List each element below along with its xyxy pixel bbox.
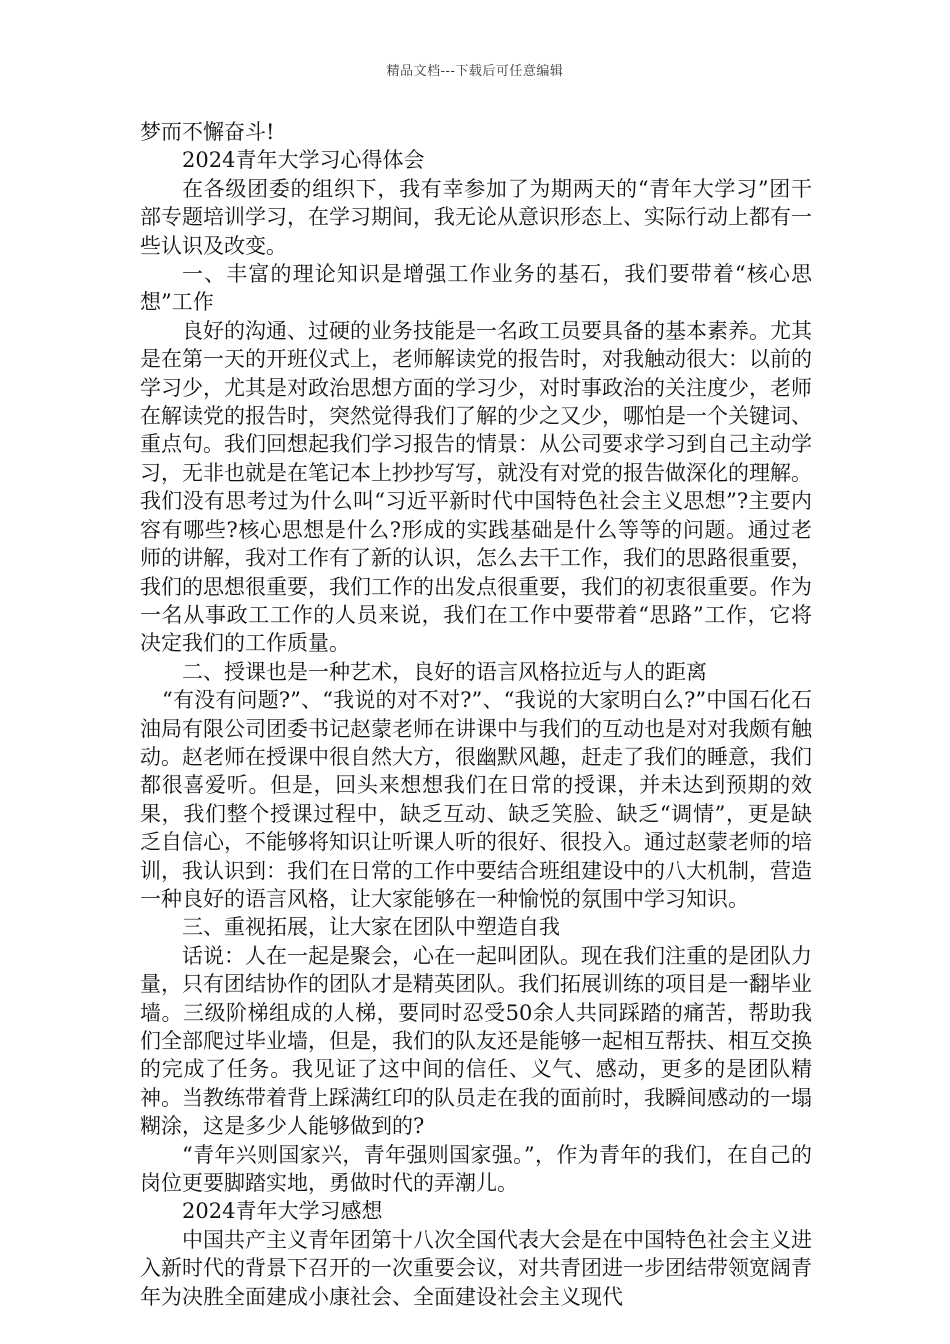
paragraph-part-two: “有没有问题?”、“我说的对不对?”、“我说的大家明白么?”中国石化石油局有限公司团委书记赵蒙老师在讲课中与我们的互动也是对对我颇有触动。赵老师在授课中很自然大方，很幽默风趣，赶走了我们的睡意，我们都很喜爱听。但是，回头来想想我们在日常的授课，并未达到预期的效果，我们整个授课过程中，缺乏互动、缺乏笑脸、缺乏“调情”，更是缺乏自信心，不能够将知识让听课人听的很好、很投入。通过赵蒙老师的培训，我认识到：我们在日常的工作中要结合班组建设中的八大机制，营造一种良好的语言风格，让大家能够在一种愉悦的氛围中学习知识。 <box>140 688 812 911</box>
heading-part-one: 一、丰富的理论知识是增强工作业务的基石，我们要带着“核心思想”工作 <box>140 262 812 315</box>
section-title-reflection: 2024青年大学习心得体会 <box>182 148 425 173</box>
heading-part-three: 三、重视拓展，让大家在团队中塑造自我 <box>182 915 560 940</box>
paragraph-congress: 中国共产主义青年团第十八次全国代表大会是在中国特色社会主义进入新时代的背景下召开的一次重要会议，对共青团进一步团结带领宽阔青年为决胜全面建成小康社会、全面建设社会主义现代 <box>140 1227 812 1309</box>
heading-part-two: 二、授课也是一种艺术，良好的语言风格拉近与人的距离 <box>182 659 707 684</box>
paragraph-part-one: 良好的沟通、过硬的业务技能是一名政工员要具备的基本素养。尤其是在第一天的开班仪式上，老师解读党的报告时，对我触动很大：以前的学习少，尤其是对政治思想方面的学习少，对时事政治的关注度少，老师在解读党的报告时，突然觉得我们了解的少之又少，哪怕是一个关键词、重点句。我们回想起我们学习报告的情景：从公司要求学习到自己主动学习，无非也就是在笔记本上抄抄写写，就没有对党的报告做深化的理解。我们没有思考过为什么叫“习近平新时代中国特色社会主义思想”?主要内容有哪些?核心思想是什么?形成的实践基础是什么等等的问题。通过老师的讲解，我对工作有了新的认识，怎么去干工作，我们的思路很重要，我们的思想很重要，我们工作的出发点很重要，我们的初衷很重要。作为一名从事政工工作的人员来说，我们在工作中要带着“思路”工作，它将决定我们的工作质量。 <box>140 318 812 656</box>
paragraph-part-three: 话说：人在一起是聚会，心在一起叫团队。现在我们注重的是团队力量，只有团结协作的团队才是精英团队。我们拓展训练的项目是一翻毕业墙。三级阶梯组成的人梯，要同时忍受50余人共同踩踏的痛苦，帮助我们全部爬过毕业墙，但是，我们的队友还是能够一起相互帮扶、相互交换的完成了任务。我见证了这中间的信任、义气、感动，更多的是团队精神。当教练带着背上踩满红印的队员走在我的面前时，我瞬间感动的一塌糊涂，这是多少人能够做到的? <box>140 943 812 1139</box>
document-body <box>140 118 812 1311</box>
paragraph-youth-quote: “青年兴则国家兴，青年强则国家强。”，作为青年的我们，在自己的岗位更要脚踏实地，勇做时代的弄潮儿。 <box>140 1142 812 1196</box>
paragraph-closing-line: 梦而不懈奋斗! <box>140 120 275 144</box>
paragraph-intro: 在各级团委的组织下，我有幸参加了为期两天的“青年大学习”团干部专题培训学习，在学习期间，我无论从意识形态上、实际行动上都有一些认识及改变。 <box>140 176 812 258</box>
section-title-impressions: 2024青年大学习感想 <box>182 1199 383 1224</box>
page-header: 精品文档---下载后可任意编辑 <box>386 64 564 79</box>
